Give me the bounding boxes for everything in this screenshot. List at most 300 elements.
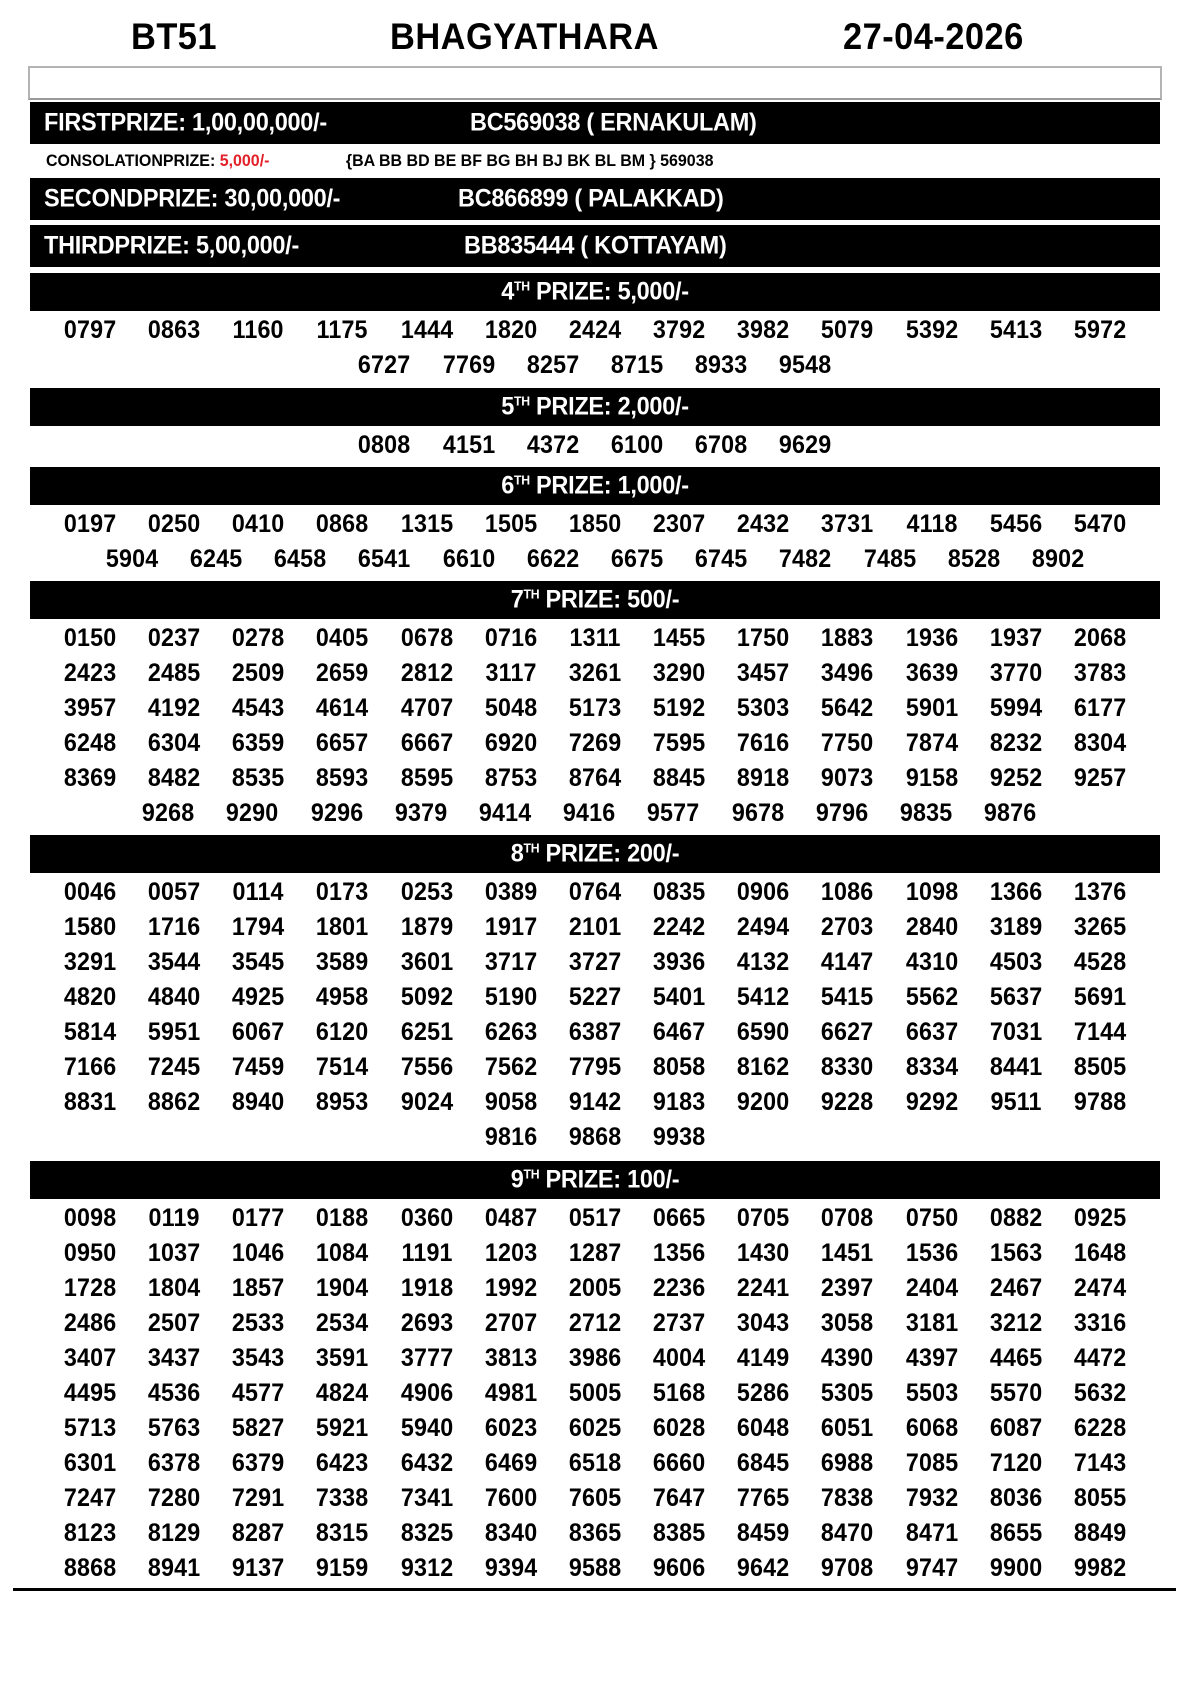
seventh-prize-numbers <box>30 621 1160 831</box>
winning-number: 6048 <box>737 1414 790 1442</box>
winning-number: 7647 <box>652 1484 706 1512</box>
winning-number: 7085 <box>905 1449 958 1477</box>
winning-number: 2068 <box>1073 624 1127 652</box>
winning-number: 4372 <box>526 431 580 459</box>
winning-number: 4543 <box>232 694 285 722</box>
winning-number: 7765 <box>737 1484 790 1512</box>
winning-number: 6667 <box>400 729 453 757</box>
consolation-amount: 5,000/- <box>219 151 270 170</box>
winning-number: 9159 <box>316 1554 369 1582</box>
winning-number: 3437 <box>147 1344 201 1372</box>
winning-number: 8441 <box>989 1053 1043 1081</box>
winning-number: 1728 <box>63 1274 117 1302</box>
winning-number: 8595 <box>400 764 453 792</box>
winning-number: 9796 <box>815 799 869 827</box>
winning-number: 1857 <box>232 1274 285 1302</box>
winning-number: 8334 <box>905 1053 958 1081</box>
winning-number: 8902 <box>1031 545 1085 573</box>
winning-number: 9416 <box>562 799 616 827</box>
winning-number: 8385 <box>652 1519 706 1547</box>
winning-number: 6301 <box>63 1449 117 1477</box>
eighth-prize-bar <box>30 835 1160 873</box>
winning-number: 2404 <box>905 1274 958 1302</box>
winning-number: 6387 <box>568 1018 622 1046</box>
winning-number: 2712 <box>568 1309 622 1337</box>
winning-number: 1563 <box>989 1239 1043 1267</box>
winning-number: 6610 <box>442 545 495 573</box>
winning-number: 8058 <box>652 1053 706 1081</box>
winning-number: 8862 <box>147 1088 201 1116</box>
winning-number: 4149 <box>737 1344 790 1372</box>
winning-number: 8470 <box>821 1519 874 1547</box>
winning-number: 1430 <box>737 1239 790 1267</box>
winning-number: 0678 <box>400 624 453 652</box>
winning-number: 2432 <box>737 510 790 538</box>
winning-number: 6467 <box>652 1018 706 1046</box>
winning-number: 1904 <box>316 1274 369 1302</box>
winning-number: 9588 <box>568 1554 622 1582</box>
winning-number: 7874 <box>905 729 958 757</box>
winning-number: 7485 <box>863 545 916 573</box>
winning-number: 8369 <box>63 764 117 792</box>
number-row <box>30 507 1160 542</box>
winning-number: 1505 <box>484 510 538 538</box>
number-row <box>30 542 1160 577</box>
winning-number: 4536 <box>147 1379 201 1407</box>
winning-number: 7031 <box>989 1018 1043 1046</box>
winning-number: 2659 <box>316 659 369 687</box>
winning-number: 4824 <box>316 1379 369 1407</box>
winning-number: 2307 <box>652 510 706 538</box>
winning-number: 1804 <box>147 1274 201 1302</box>
eighth-prize-numbers <box>30 875 1160 1155</box>
winning-number: 4840 <box>147 983 201 1011</box>
winning-number: 6727 <box>358 351 411 379</box>
winning-number: 5904 <box>105 545 159 573</box>
ninth-prize-numbers <box>30 1201 1160 1586</box>
winning-number: 3058 <box>821 1309 874 1337</box>
winning-number: 5192 <box>652 694 706 722</box>
winning-number: 6051 <box>821 1414 874 1442</box>
winning-number: 1356 <box>652 1239 706 1267</box>
winning-number: 1376 <box>1073 878 1127 906</box>
winning-number: 5401 <box>652 983 706 1011</box>
winning-number: 5972 <box>1073 316 1127 344</box>
winning-number: 4151 <box>442 431 495 459</box>
winning-number: 2241 <box>737 1274 790 1302</box>
winning-number: 5827 <box>232 1414 285 1442</box>
number-row <box>30 691 1160 726</box>
winning-number: 5173 <box>568 694 622 722</box>
winning-number: 1820 <box>484 316 538 344</box>
winning-number: 1191 <box>401 1239 453 1267</box>
winning-number: 9835 <box>899 799 953 827</box>
winning-number: 5168 <box>652 1379 706 1407</box>
number-row <box>30 726 1160 761</box>
winning-number: 1037 <box>147 1239 201 1267</box>
winning-number: 7459 <box>232 1053 285 1081</box>
winning-number: 3543 <box>232 1344 285 1372</box>
winning-number: 0863 <box>147 316 201 344</box>
winning-number: 8764 <box>568 764 622 792</box>
winning-number: 0868 <box>316 510 369 538</box>
winning-number: 5691 <box>1073 983 1127 1011</box>
winning-number: 4707 <box>400 694 453 722</box>
winning-number: 9257 <box>1073 764 1127 792</box>
sixth-prize-heading: 6TH PRIZE: 1,000/- <box>501 471 689 500</box>
winning-number: 6068 <box>905 1414 958 1442</box>
winning-number: 6245 <box>189 545 243 573</box>
winning-number: 9268 <box>142 799 195 827</box>
winning-number: 0925 <box>1073 1204 1127 1232</box>
winning-number: 2693 <box>400 1309 453 1337</box>
number-row <box>30 1015 1160 1050</box>
winning-number: 9747 <box>905 1554 958 1582</box>
winning-number: 7838 <box>821 1484 874 1512</box>
winning-number: 4004 <box>652 1344 706 1372</box>
winning-number: 8941 <box>147 1554 201 1582</box>
winning-number: 7514 <box>316 1053 369 1081</box>
winning-number: 9511 <box>990 1088 1042 1116</box>
winning-number: 3457 <box>737 659 790 687</box>
winning-number: 0882 <box>989 1204 1043 1232</box>
winning-number: 6100 <box>610 431 664 459</box>
winning-number: 7556 <box>400 1053 453 1081</box>
winning-number: 5763 <box>147 1414 201 1442</box>
eighth-prize-heading: 8TH PRIZE: 200/- <box>510 839 680 868</box>
winning-number: 0057 <box>147 878 201 906</box>
winning-number: 8655 <box>989 1519 1043 1547</box>
winning-number: 0188 <box>316 1204 369 1232</box>
winning-number: 1287 <box>568 1239 622 1267</box>
number-row <box>30 875 1160 910</box>
winning-number: 5637 <box>989 983 1043 1011</box>
winning-number: 1160 <box>232 316 284 344</box>
winning-number: 6541 <box>358 545 411 573</box>
winning-number: 3545 <box>232 948 285 976</box>
winning-number: 0046 <box>63 878 117 906</box>
winning-number: 5412 <box>737 983 790 1011</box>
winning-number: 6920 <box>484 729 538 757</box>
winning-number: 2534 <box>316 1309 369 1337</box>
winning-number: 0906 <box>737 878 790 906</box>
winning-number: 8325 <box>400 1519 453 1547</box>
winning-number: 6228 <box>1073 1414 1127 1442</box>
winning-number: 3813 <box>484 1344 538 1372</box>
number-row <box>30 761 1160 796</box>
second-prize-label: SECONDPRIZE: 30,00,000/- <box>44 184 341 213</box>
winning-number: 1086 <box>821 878 874 906</box>
winning-number: 7144 <box>1073 1018 1127 1046</box>
result-header <box>0 16 1190 66</box>
winning-number: 1084 <box>316 1239 369 1267</box>
winning-number: 2424 <box>568 316 622 344</box>
winning-number: 5456 <box>989 510 1043 538</box>
winning-number: 7795 <box>568 1053 622 1081</box>
winning-number: 9876 <box>983 799 1037 827</box>
winning-number: 1046 <box>232 1239 285 1267</box>
winning-number: 0250 <box>147 510 201 538</box>
winning-number: 0389 <box>484 878 538 906</box>
winning-number: 8304 <box>1073 729 1127 757</box>
winning-number: 7166 <box>63 1053 117 1081</box>
winning-number: 3291 <box>63 948 117 976</box>
fifth-prize-numbers <box>30 428 1160 463</box>
winning-number: 5814 <box>63 1018 117 1046</box>
winning-number: 6177 <box>1073 694 1127 722</box>
winning-number: 8933 <box>695 351 748 379</box>
winning-number: 9252 <box>989 764 1043 792</box>
winning-number: 3496 <box>821 659 874 687</box>
winning-number: 1311 <box>569 624 621 652</box>
winning-number: 2474 <box>1073 1274 1127 1302</box>
winning-number: 7605 <box>568 1484 622 1512</box>
number-row <box>30 1516 1160 1551</box>
winning-number: 7482 <box>779 545 832 573</box>
winning-number: 3777 <box>400 1344 453 1372</box>
winning-number: 9024 <box>400 1088 453 1116</box>
winning-number: 8162 <box>737 1053 790 1081</box>
winning-number: 1451 <box>821 1239 874 1267</box>
consolation-label: CONSOLATIONPRIZE: <box>46 151 220 170</box>
fourth-prize-bar <box>30 273 1160 311</box>
winning-number: 5190 <box>484 983 538 1011</box>
winning-number: 4310 <box>905 948 958 976</box>
winning-number: 1098 <box>905 878 958 906</box>
winning-number: 5079 <box>821 316 874 344</box>
winning-number: 3957 <box>63 694 117 722</box>
winning-number: 6622 <box>526 545 580 573</box>
number-row <box>30 1551 1160 1586</box>
winning-number: 9788 <box>1073 1088 1127 1116</box>
winning-number: 0808 <box>358 431 411 459</box>
winning-number: 0517 <box>568 1204 622 1232</box>
winning-number: 1203 <box>484 1239 538 1267</box>
winning-number: 3189 <box>989 913 1043 941</box>
winning-number: 8505 <box>1073 1053 1127 1081</box>
winning-number: 2005 <box>568 1274 622 1302</box>
first-prize-ticket: BC569038 ( ERNAKULAM) <box>470 108 757 137</box>
winning-number: 8831 <box>63 1088 117 1116</box>
winning-number: 1455 <box>652 624 706 652</box>
winning-number: 6469 <box>484 1449 538 1477</box>
number-row <box>30 1376 1160 1411</box>
winning-number: 3639 <box>905 659 958 687</box>
seventh-prize-bar <box>30 581 1160 619</box>
winning-number: 2494 <box>737 913 790 941</box>
winning-number: 0750 <box>905 1204 958 1232</box>
winning-number: 8953 <box>316 1088 369 1116</box>
winning-number: 5940 <box>400 1414 453 1442</box>
winning-number: 4820 <box>63 983 117 1011</box>
winning-number: 1750 <box>737 624 790 652</box>
winning-number: 1794 <box>232 913 285 941</box>
winning-number: 3407 <box>63 1344 117 1372</box>
winning-number: 8365 <box>568 1519 622 1547</box>
winning-number: 3601 <box>400 948 453 976</box>
winning-number: 8715 <box>610 351 664 379</box>
winning-number: 8593 <box>316 764 369 792</box>
winning-number: 0764 <box>568 878 622 906</box>
winning-number: 9158 <box>905 764 958 792</box>
sixth-prize-numbers <box>30 507 1160 577</box>
winning-number: 8459 <box>737 1519 790 1547</box>
third-prize-bar <box>30 225 1160 267</box>
winning-number: 7595 <box>652 729 706 757</box>
winning-number: 6423 <box>316 1449 369 1477</box>
winning-number: 3986 <box>568 1344 622 1372</box>
winning-number: 6845 <box>737 1449 790 1477</box>
winning-number: 1716 <box>147 913 201 941</box>
winning-number: 9058 <box>484 1088 538 1116</box>
winning-number: 5092 <box>400 983 453 1011</box>
winning-number: 6518 <box>568 1449 622 1477</box>
winning-number: 9296 <box>310 799 363 827</box>
winning-number: 6379 <box>232 1449 285 1477</box>
winning-number: 3261 <box>568 659 622 687</box>
sixth-prize-bar <box>30 467 1160 505</box>
winning-number: 2101 <box>568 913 622 941</box>
winning-number: 6248 <box>63 729 117 757</box>
winning-number: 3181 <box>905 1309 958 1337</box>
winning-number: 1444 <box>400 316 453 344</box>
winning-number: 6067 <box>232 1018 285 1046</box>
winning-number: 0197 <box>63 510 117 538</box>
winning-number: 1366 <box>989 878 1043 906</box>
winning-number: 9073 <box>821 764 874 792</box>
winning-number: 9228 <box>821 1088 874 1116</box>
draw-code: BT51 <box>131 16 218 57</box>
winning-number: 5951 <box>147 1018 201 1046</box>
winning-number: 9938 <box>652 1123 706 1151</box>
winning-number: 9678 <box>731 799 784 827</box>
winning-number: 2737 <box>652 1309 706 1337</box>
fourth-prize-numbers <box>30 313 1160 383</box>
first-prize-bar <box>30 102 1160 144</box>
winning-number: 8232 <box>989 729 1043 757</box>
winning-number: 5632 <box>1073 1379 1127 1407</box>
winning-number: 6458 <box>274 545 327 573</box>
winning-number: 3936 <box>652 948 706 976</box>
winning-number: 8868 <box>63 1554 117 1582</box>
winning-number: 0119 <box>148 1204 200 1232</box>
number-row <box>30 1120 1160 1155</box>
winning-number: 7120 <box>989 1449 1043 1477</box>
winning-number: 0278 <box>232 624 285 652</box>
winning-number: 8340 <box>484 1519 538 1547</box>
winning-number: 7562 <box>484 1053 538 1081</box>
winning-number: 4906 <box>400 1379 453 1407</box>
winning-number: 6378 <box>147 1449 201 1477</box>
winning-number: 9414 <box>478 799 532 827</box>
winning-number: 6087 <box>989 1414 1043 1442</box>
winning-number: 9379 <box>394 799 448 827</box>
ninth-prize-bar <box>30 1161 1160 1199</box>
winning-number: 2242 <box>652 913 706 941</box>
winning-number: 0237 <box>147 624 201 652</box>
winning-number: 0950 <box>63 1239 117 1267</box>
winning-number: 3212 <box>989 1309 1043 1337</box>
winning-number: 3783 <box>1073 659 1127 687</box>
winning-number: 2507 <box>147 1309 201 1337</box>
winning-number: 0173 <box>316 878 369 906</box>
winning-number: 8918 <box>737 764 790 792</box>
winning-number: 6359 <box>232 729 285 757</box>
lottery-name: BHAGYATHARA <box>390 16 659 57</box>
winning-number: 9290 <box>226 799 279 827</box>
winning-number: 9137 <box>232 1554 285 1582</box>
winning-number: 5470 <box>1073 510 1127 538</box>
winning-number: 6637 <box>905 1018 958 1046</box>
winning-number: 8535 <box>232 764 285 792</box>
winning-number: 8287 <box>232 1519 285 1547</box>
consolation-prize <box>46 151 714 175</box>
winning-number: 6025 <box>568 1414 622 1442</box>
winning-number: 8036 <box>989 1484 1043 1512</box>
winning-number: 5562 <box>905 983 958 1011</box>
winning-number: 2509 <box>232 659 285 687</box>
winning-number: 0098 <box>63 1204 117 1232</box>
winning-number: 4390 <box>821 1344 874 1372</box>
winning-number: 5305 <box>821 1379 874 1407</box>
winning-number: 7338 <box>316 1484 369 1512</box>
winning-number: 2812 <box>400 659 453 687</box>
ninth-prize-heading: 9TH PRIZE: 100/- <box>510 1165 680 1194</box>
winning-number: 7932 <box>905 1484 958 1512</box>
winning-number: 5392 <box>905 316 958 344</box>
winning-number: 2423 <box>63 659 117 687</box>
winning-number: 9577 <box>647 799 700 827</box>
winning-number: 7247 <box>63 1484 117 1512</box>
number-row <box>30 1050 1160 1085</box>
second-prize-ticket: BC866899 ( PALAKKAD) <box>458 184 724 213</box>
winning-number: 6660 <box>652 1449 706 1477</box>
winning-number: 5642 <box>821 694 874 722</box>
winning-number: 2397 <box>821 1274 874 1302</box>
winning-number: 1992 <box>484 1274 538 1302</box>
winning-number: 2533 <box>232 1309 285 1337</box>
winning-number: 5921 <box>316 1414 369 1442</box>
winning-number: 1936 <box>905 624 958 652</box>
winning-number: 3982 <box>737 316 790 344</box>
winning-number: 0708 <box>821 1204 874 1232</box>
winning-number: 4577 <box>232 1379 285 1407</box>
winning-number: 0253 <box>400 878 453 906</box>
winning-number: 3727 <box>568 948 622 976</box>
fifth-prize-bar <box>30 388 1160 426</box>
winning-number: 2486 <box>63 1309 117 1337</box>
winning-number: 2707 <box>484 1309 538 1337</box>
number-row <box>30 348 1160 383</box>
winning-number: 8482 <box>147 764 201 792</box>
winning-number: 7600 <box>484 1484 538 1512</box>
winning-number: 5901 <box>905 694 958 722</box>
winning-number: 2467 <box>989 1274 1043 1302</box>
winning-number: 7280 <box>147 1484 201 1512</box>
winning-number: 4495 <box>63 1379 117 1407</box>
fifth-prize-heading: 5TH PRIZE: 2,000/- <box>501 392 689 421</box>
number-row <box>30 428 1160 463</box>
empty-banner-box <box>28 66 1162 100</box>
winning-number: 8257 <box>526 351 580 379</box>
winning-number: 2485 <box>147 659 201 687</box>
winning-number: 3043 <box>737 1309 790 1337</box>
winning-number: 9548 <box>779 351 832 379</box>
winning-number: 6675 <box>610 545 664 573</box>
winning-number: 0410 <box>232 510 285 538</box>
winning-number: 9200 <box>737 1088 790 1116</box>
winning-number: 0177 <box>232 1204 285 1232</box>
